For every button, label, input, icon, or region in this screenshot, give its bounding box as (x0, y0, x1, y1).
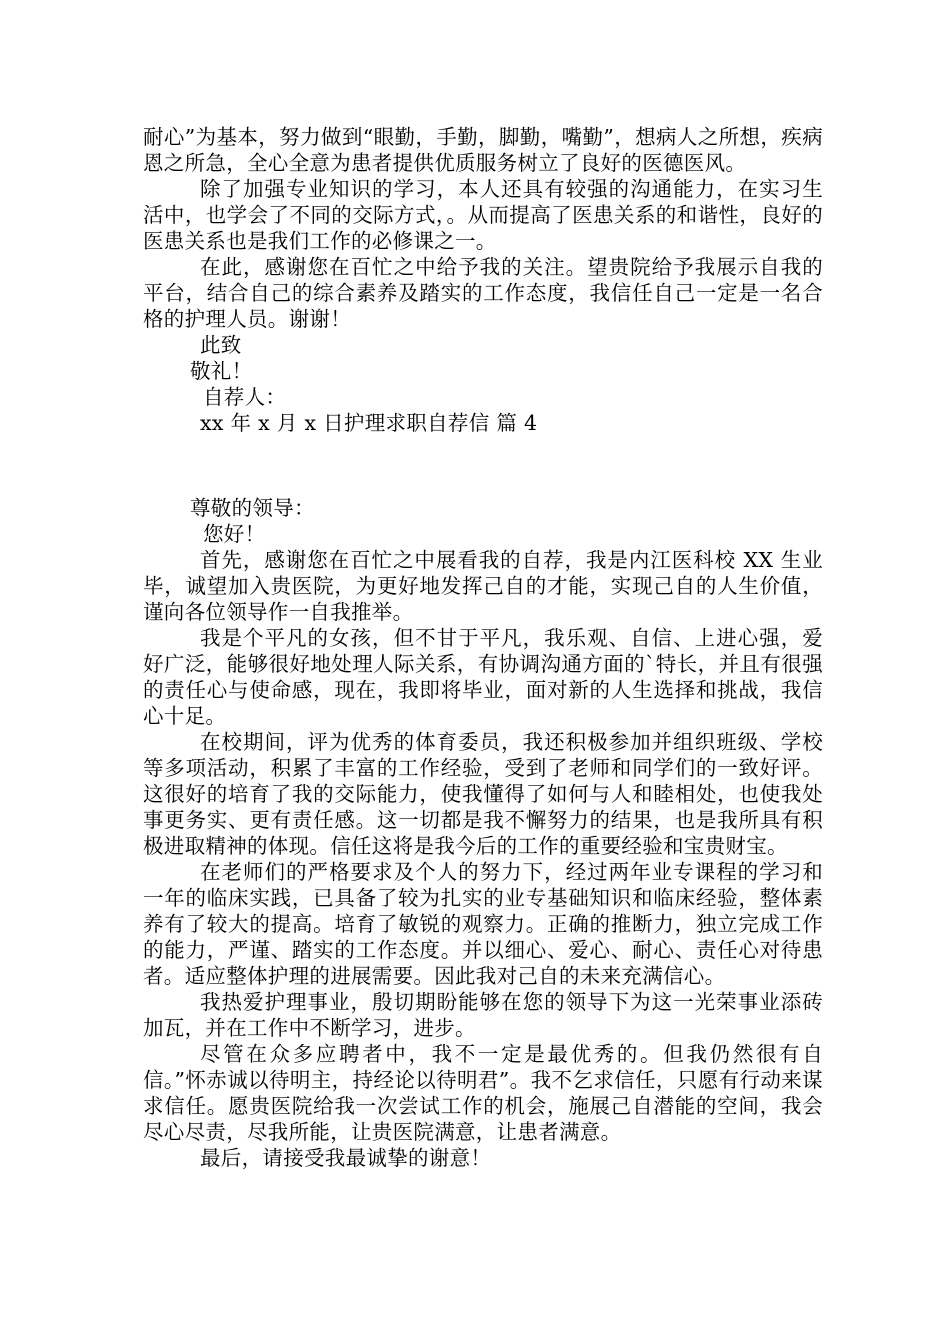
section-2 (143, 495, 823, 1171)
section-1 (143, 124, 823, 436)
paragraph: 耐心”为基本，努力做到“眼勤，手勤，脚勤，嘴勤”，想病人之所想，疾病恩之所急，全心全意为患者提供优质服务树立了良好的医德医风。 (143, 125, 823, 175)
paragraph: 在老师们的严格要求及个人的努力下，经过两年业专课程的学习和一年的临床实践，已具备了较为扎实的业专基础知识和临床经验，整体素养有了较大的提高。培育了敏锐的观察力。正确的推断力，独立完成工作的能力，严谨、踏实的工作态度。并以细心、爱心、耐心、责任心对待患者。适应整体护理的进展需要。因此我对己自的未来充满信心。 (143, 860, 823, 988)
closing-line: 此致 (200, 333, 242, 357)
paragraph: 尽管在众多应聘者中，我不一定是最优秀的。但我仍然很有自信。”怀赤诚以待明主，持经论以待明君”。我不乞求信任，只愿有行动来谋求信任。愿贵医院给我一次尝试工作的机会，施展己自潜能的空间，我会尽心尽责，尽我所能，让贵医院满意，让患者满意。 (143, 1042, 823, 1144)
paragraph: 在此，感谢您在百忙之中给予我的关注。望贵院给予我展示自我的平台，结合自己的综合素养及踏实的工作态度，我信任自己一定是一名合格的护理人员。谢谢！ (143, 255, 823, 331)
paragraph: 除了加强专业知识的学习，本人还具有较强的沟通能力，在实习生活中，也学会了不同的交际方式，。从而提高了医患关系的和谐性，良好的医患关系也是我们工作的必修课之一。 (143, 177, 823, 253)
paragraph: 我是个平凡的女孩，但不甘于平凡，我乐观、自信、上进心强，爱好广泛，能够很好地处理人际关系，有协调沟通方面的`特长，并且有很强的责任心与使命感，现在，我即将毕业，面对新的人生选择和挑战，我信心十足。 (143, 626, 823, 728)
paragraph: 我热爱护理事业，殷切期盼能够在您的领导下为这一光荣事业添砖加瓦，并在工作中不断学习，进步。 (143, 990, 823, 1040)
paragraph: 最后，请接受我最诚挚的谢意！ (200, 1146, 492, 1170)
salute-line: 敬礼！ (190, 359, 253, 383)
greeting-line: 尊敬的领导： (190, 496, 315, 520)
paragraph: 在校期间，评为优秀的体育委员，我还积极参加并组织班级、学校等多项活动，积累了丰富的工作经验，受到了老师和同学们的一致好评。这很好的培育了我的交际能力，使我懂得了如何与人和睦相处，也使我处事更务实、更有责任感。这一切都是我不懈努力的结果，也是我所具有积极进取精神的体现。信任这将是我今后的工作的重要经验和宝贵财宝。 (143, 730, 823, 858)
signer-line: 自荐人： (203, 385, 287, 409)
paragraph: 首先，感谢您在百忙之中展看我的自荐，我是内江医科校 XX 生业毕，诚望加入贵医院，为更好地发挥己自的才能，实现己自的人生价值，谨向各位领导作一自我推举。 (143, 548, 823, 624)
hello-line: 您好！ (203, 522, 266, 546)
date-title-line: xx 年 x 月 x 日护理求职自荐信 篇 4 (200, 411, 538, 435)
